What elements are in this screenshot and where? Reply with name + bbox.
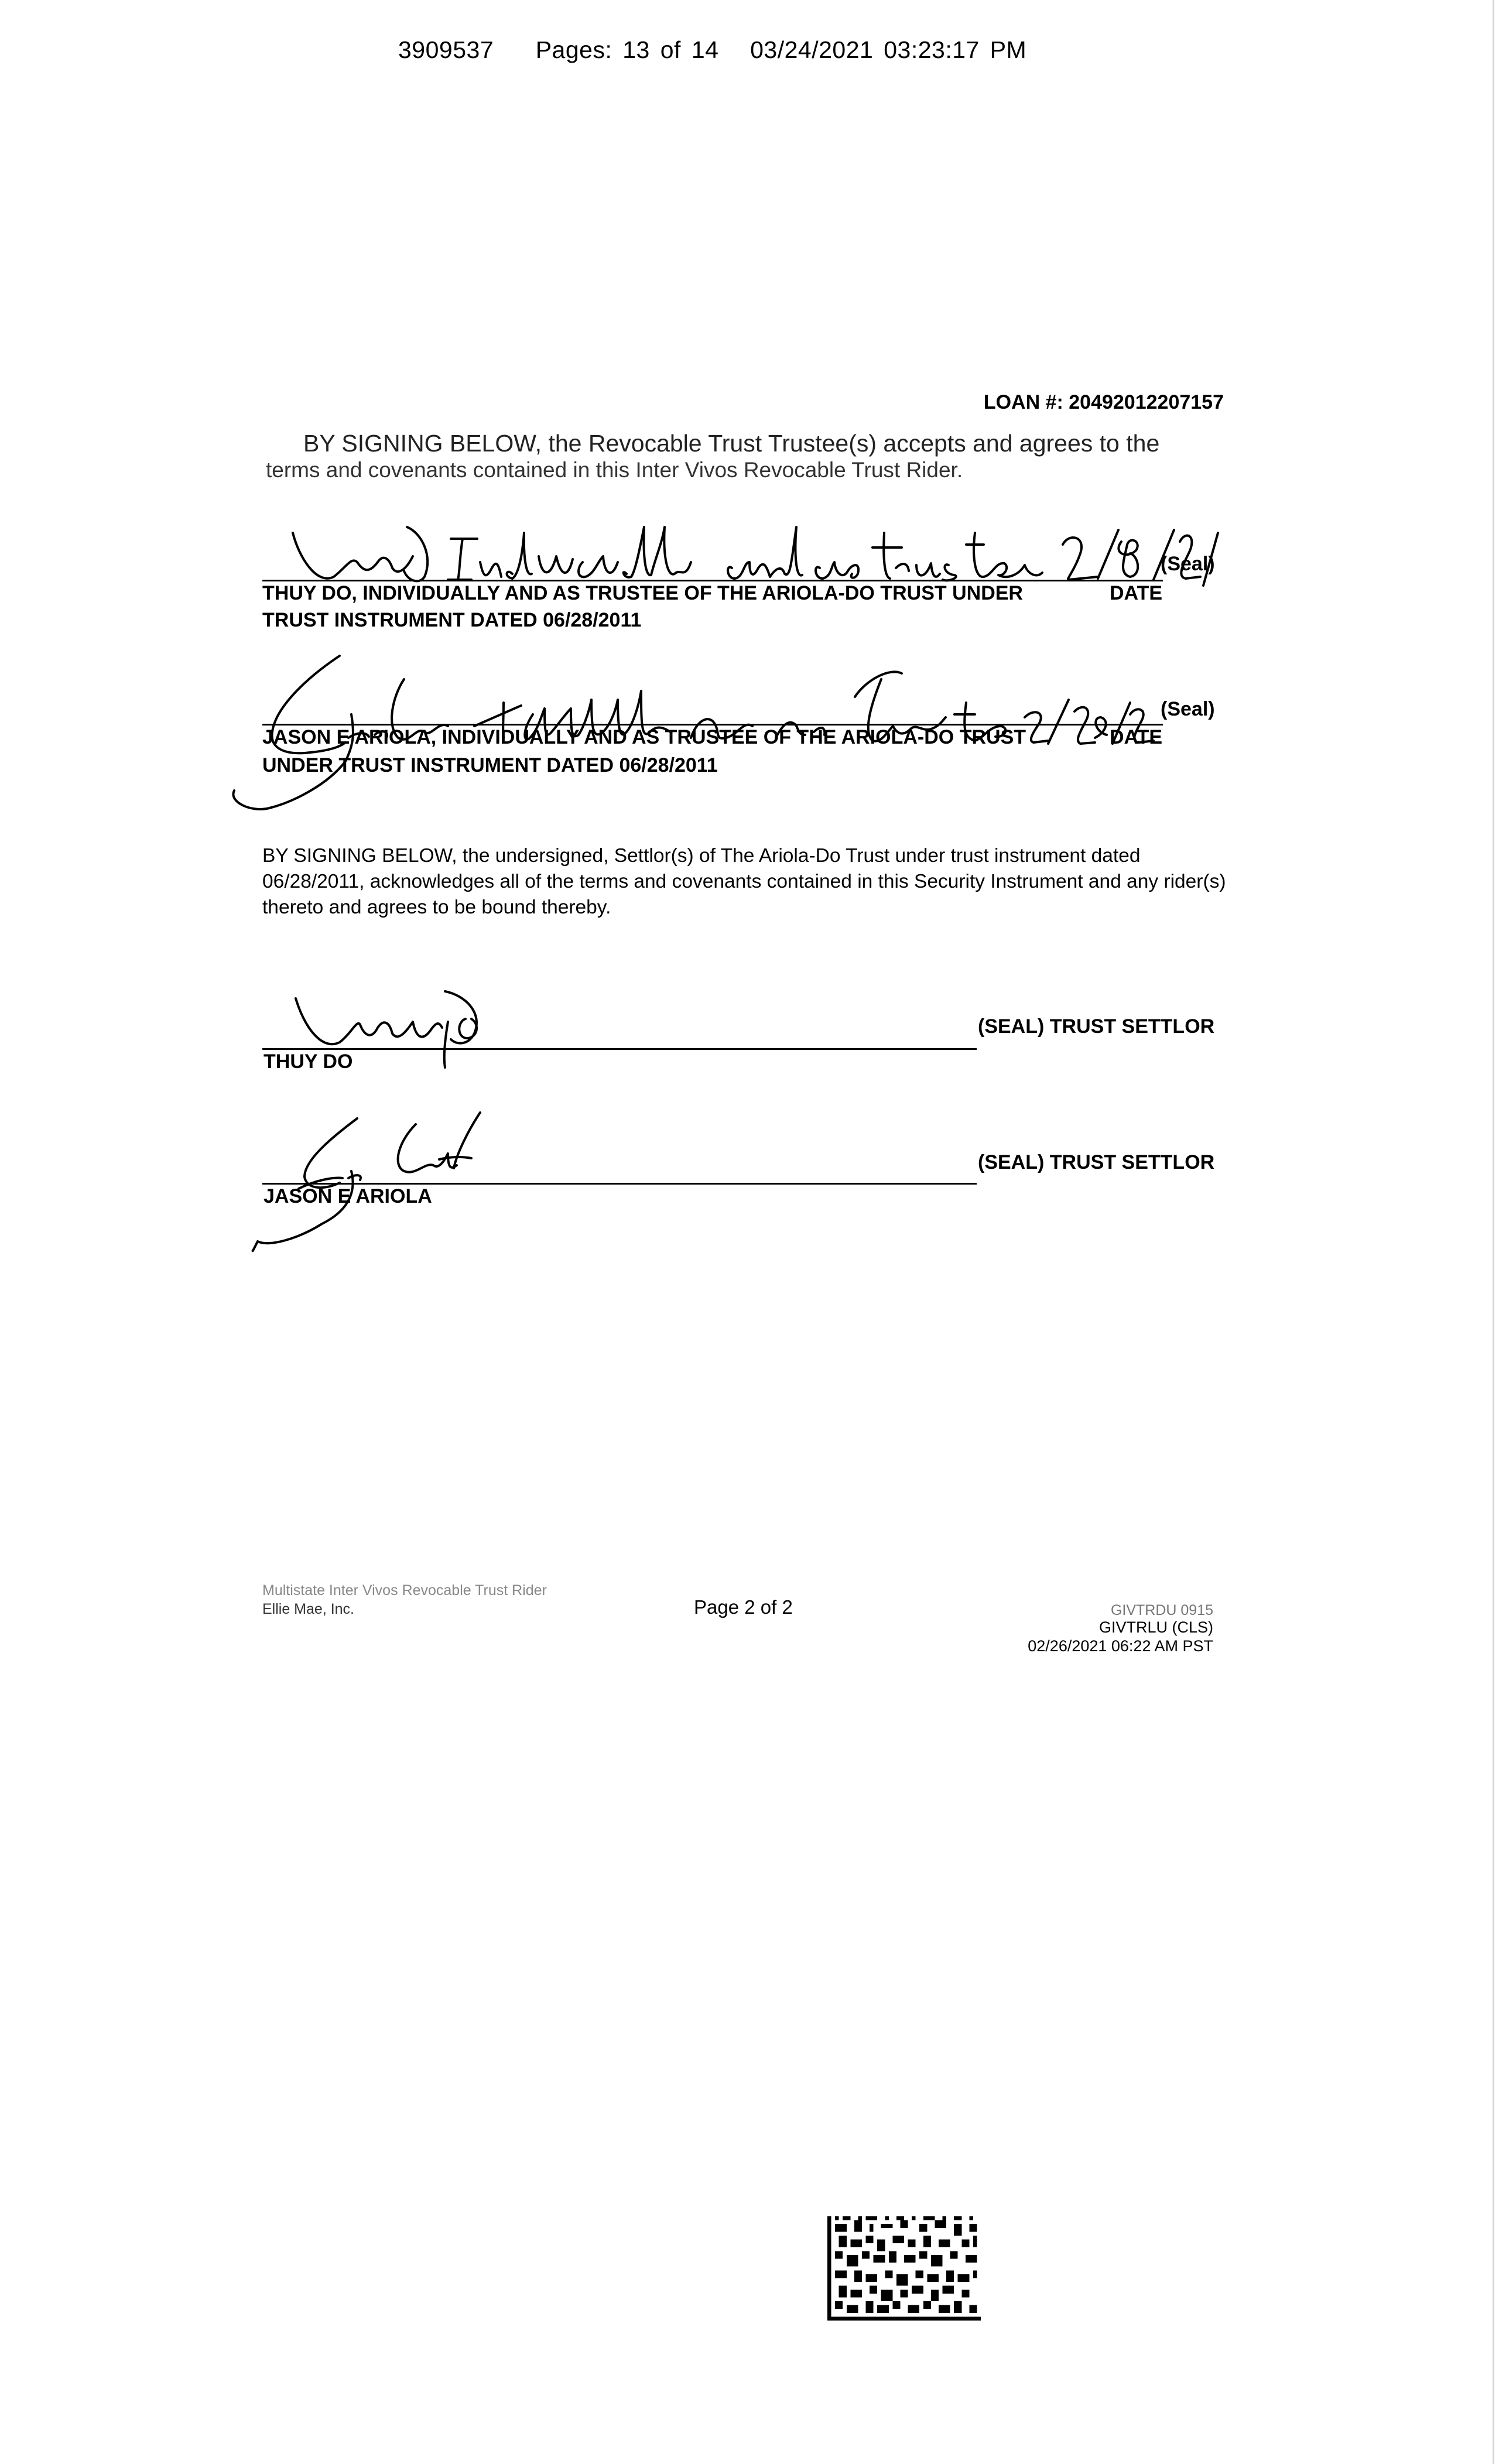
datamatrix-barcode-icon [827,2216,981,2321]
pages-label: Pages: 13 of 14 [535,36,719,63]
jason-ariola-settlor-signature [246,1107,597,1253]
footer-form-code-1: GIVTRDU 0915 [1110,1602,1213,1618]
scan-edge-line [1493,0,1494,2464]
stamp-timestamp: 03/24/2021 03:23:17 PM [750,36,1027,63]
footer-publisher: Ellie Mae, Inc. [262,1601,355,1617]
seal-label-2: (Seal) [1161,698,1215,720]
loan-number: LOAN #: 20492012207157 [983,391,1224,413]
signer2-date-label: DATE [1110,726,1163,748]
trustee-intro [266,430,1240,484]
signer1-caption-line1: THUY DO, INDIVIDUALLY AND AS TRUSTEE OF THE ARIOLA-DO TRUST UNDER [262,582,1023,604]
footer-print-timestamp: 02/26/2021 06:22 AM PST [1028,1637,1213,1655]
signer1-date-label: DATE [1110,582,1163,604]
footer-form-title: Multistate Inter Vivos Revocable Trust Rider [262,1582,547,1599]
recording-stamp [398,36,1026,64]
trustee-intro-line2: terms and covenants contained in this Inter Vivos Revocable Trust Rider. [266,458,963,482]
settlor1-role: (SEAL) TRUST SETTLOR [978,1015,1215,1038]
seal-label-1: (Seal) [1161,553,1215,575]
signer2-caption-line2: UNDER TRUST INSTRUMENT DATED 06/28/2011 [262,754,718,776]
settlor2-name: JASON E ARIOLA [263,1185,432,1207]
settlor1-name: THUY DO [263,1050,353,1073]
footer-form-code-2: GIVTRLU (CLS) [1098,1618,1213,1636]
signature-line-2 [262,724,1163,725]
settlor2-role: (SEAL) TRUST SETTLOR [978,1151,1215,1173]
stamp-id: 3909537 [398,36,494,63]
trustee-intro-line1: BY SIGNING BELOW, the Revocable Trust Trustee(s) accepts and agrees to the [303,430,1160,457]
signature-line-1 [262,580,1163,581]
settlor-line-1 [262,1048,977,1050]
settlor-line-2 [262,1183,977,1185]
footer-page-number: Page 2 of 2 [694,1596,793,1618]
signer1-caption-line2: TRUST INSTRUMENT DATED 06/28/2011 [262,609,642,631]
signer2-caption-line1: JASON E ARIOLA, INDIVIDUALLY AND AS TRUSTEE OF THE ARIOLA-DO TRUST [262,726,1026,748]
settlor-paragraph: BY SIGNING BELOW, the undersigned, Settlor(s) of The Ariola-Do Trust under trust instrument dated 06/28/2011, acknowledges all of the terms and covenants contained in this Security Instrument and any rider(s) thereto and agrees to be bound thereby. [262,845,1226,918]
